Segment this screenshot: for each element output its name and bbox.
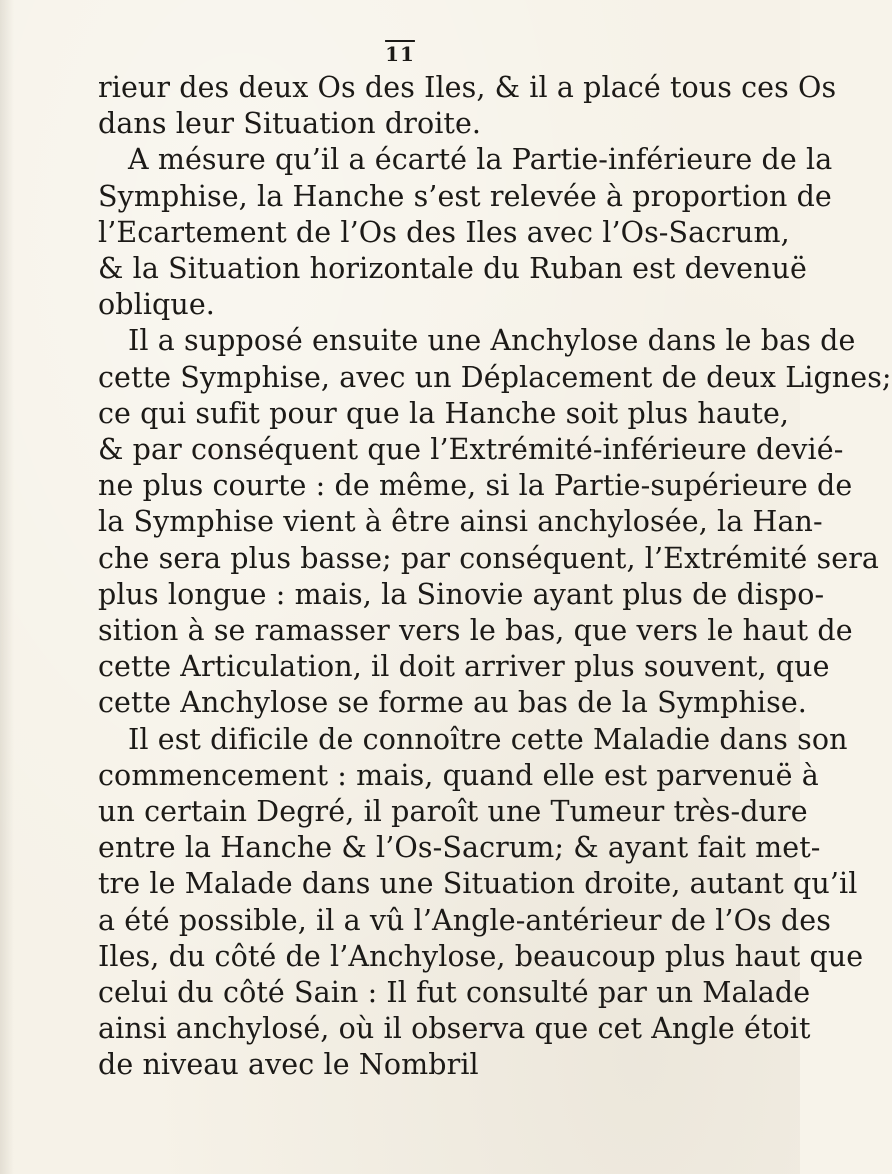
text-line: oblique. xyxy=(98,288,215,322)
text-line: ce qui sufit pour que la Hanche soit plus haute, xyxy=(98,396,790,430)
text-line: celui du côté Sain : Il fut consulté par un Malade xyxy=(98,976,811,1010)
body-text xyxy=(98,70,892,1084)
text-line: cette Anchylose se forme au bas de la Symphise. xyxy=(98,686,807,720)
text-line: cette Symphise, avec un Déplacement de deux Lignes; xyxy=(98,360,892,394)
text-line: & par conséquent que l’Extrémité-inférieure devié- xyxy=(98,433,844,467)
text-line: l’Ecartement de l’Os des Iles avec l’Os-Sacrum, xyxy=(98,215,790,249)
text-line: la Symphise vient à être ainsi anchylosée, la Han- xyxy=(98,505,823,539)
text-line: sition à se ramasser vers le bas, que vers le haut de xyxy=(98,614,853,648)
text-line: cette Articulation, il doit arriver plus souvent, que xyxy=(98,650,830,684)
text-line: A mésure qu’il a écarté la Partie-inférieure de la xyxy=(128,143,833,177)
text-line: Il a supposé ensuite une Anchylose dans le bas de xyxy=(128,324,856,358)
text-line: che sera plus basse; par conséquent, l’Extrémité sera xyxy=(98,541,880,575)
text-line: Iles, du côté de l’Anchylose, beaucoup plus haut que xyxy=(98,939,864,973)
text-line: ne plus courte : de même, si la Partie-supérieure de xyxy=(98,469,853,503)
text-line: a été possible, il a vû l’Angle-antérieur de l’Os des xyxy=(98,903,831,937)
text-line: de niveau avec le Nombril xyxy=(98,1048,479,1082)
text-line: tre le Malade dans une Situation droite, autant qu’il xyxy=(98,867,858,901)
text-line: commencement : mais, quand elle est parvenuë à xyxy=(98,758,819,792)
text-line: plus longue : mais, la Sinovie ayant plus de dispo- xyxy=(98,577,825,611)
text-line: dans leur Situation droite. xyxy=(98,107,482,141)
text-line: entre la Hanche & l’Os-Sacrum; & ayant fait met- xyxy=(98,831,821,865)
text-line: ainsi anchylosé, où il observa que cet Angle étoit xyxy=(98,1012,811,1046)
text-line: & la Situation horizontale du Ruban est devenuë xyxy=(98,252,807,286)
text-line: un certain Degré, il paroît une Tumeur très-dure xyxy=(98,795,808,829)
text-line: Il est dificile de connoître cette Maladie dans son xyxy=(128,722,848,756)
text-line: Symphise, la Hanche s’est relevée à proportion de xyxy=(98,179,832,213)
page-number: 11 xyxy=(385,42,415,66)
text-line: rieur des deux Os des Iles, & il a placé tous ces Os xyxy=(98,71,837,104)
page-gutter-shadow xyxy=(0,0,14,1174)
